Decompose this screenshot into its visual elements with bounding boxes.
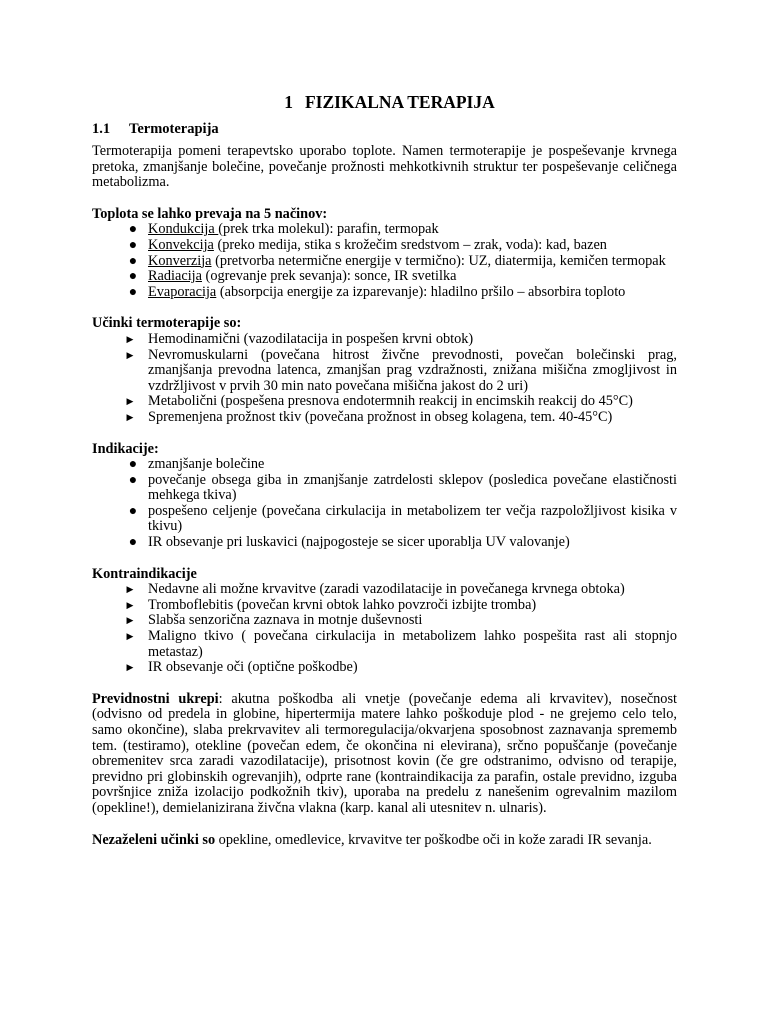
list-item-text: Tromboflebitis (povečan krvni obtok lahko povzroči izbijte tromba) [148,596,537,613]
list-item-text: IR obsevanje oči (optične poškodbe) [148,659,358,676]
list-item [92,222,677,238]
list-item-text: Maligno tkivo ( povečana cirkulacija in metabolizem lahko pospešita rast ali stopnjo metastaz) [148,628,677,660]
list-item [92,457,677,473]
arrow-bullet-icon: ▶ [126,662,134,673]
bullet-icon: ● [128,457,138,473]
chapter-number: 1 [284,92,293,112]
arrow-bullet-icon: ▶ [126,411,134,422]
term-description: (pretvorba netermične energije v termično): UZ, diatermija, kemičen termopak [211,252,666,269]
term-description: (prek trka molekul): parafin, termopak [218,221,439,238]
side-effects-label: Nezaželeni učinki so [92,831,216,848]
side-effects-text: opekline, omedlevice, krvavitve ter poškodbe oči in kože zaradi IR sevanja. [215,831,652,848]
list-item [92,254,677,270]
list-item [92,598,677,614]
list-item [92,269,677,285]
spacer [92,676,677,692]
term: Radiacija [148,268,202,285]
effects-list [92,332,677,426]
arrow-bullet-icon: ▶ [126,349,134,360]
term: Konverzija [148,252,212,269]
list-item-text: Slabša senzorična zaznava in motnje duševnosti [148,612,423,629]
list-item [92,332,677,348]
section-number: 1.1 [92,121,111,137]
precautions-text: : akutna poškodba ali vnetje (povečanje edema ali krvavitev), nosečnost (odvisno od predela in globine, hipertermija matere lahko poškoduje plod - ne grejemo celo telo, samo okončine), slaba prekrvavitev ali termoregulacija/okvarjena sposobnost zaznavanja sprememb tem. (testiramo), otekline (povečan edem, če okončina ni elevirana), srčno popuščanje (povečanje obremenitev srca zaradi vazodilatacije), prisotnost kovin (če gre odstranimo, odvisno od terapije, previdno pri globinskih ogrevanjih), odprte rane (kontraindikacija za parafin, ostale previdno, izguba površnjice zniža izolacijo podkožnih tkiv), uporaba na predelu z nanešenim ogrevalnim mazilom (opekline!), demielanizirana živčna vlakna (karp. kanal ali utesnitev n. ulnaris). [92,690,677,816]
section-title: Termoterapija [129,121,219,137]
transfer-heading: Toplota se lahko prevaja na 5 načinov: [92,205,328,222]
list-item [92,238,677,254]
contraindications-list [92,582,677,676]
arrow-bullet-icon: ▶ [126,615,134,626]
term-description: (ogrevanje prek sevanja): sonce, IR svetilka [201,268,457,285]
list-item-text: Hemodinamični (vazodilatacija in pospešen krvni obtok) [148,330,474,347]
bullet-icon: ● [128,269,138,285]
indications-heading: Indikacije: [92,440,159,457]
bullet-icon: ● [128,503,138,519]
chapter-heading [92,92,677,112]
chapter-title: FIZIKALNA TERAPIJA [304,92,495,112]
term: Konvekcija [148,236,214,253]
list-item [92,613,677,629]
bullet-icon: ● [128,237,138,253]
intro-paragraph: Termoterapija pomeni terapevtsko uporabo toplote. Namen termoterapije je pospeševanje krvnega pretoka, zmanjšanje bolečine, povečanje prožnosti mehkotkivnih struktur ter pospeševanje celičnega metabolizma. [92,143,677,191]
effects-heading: Učinki termoterapije so: [92,315,242,332]
list-item [92,410,677,426]
list-item [92,660,677,676]
list-item-text: IR obsevanje pri luskavici (najpogosteje se sicer uporablja UV valovanje) [148,534,570,551]
arrow-bullet-icon: ▶ [126,396,134,407]
spacer [92,426,677,442]
list-item-text: Nedavne ali možne krvavitve (zaradi vazodilatacije in povečanega krvnega obtoka) [148,581,625,598]
spacer [92,817,677,833]
term-description: (absorpcija energije za izparevanje): hladilno pršilo – absorbira toploto [216,283,626,300]
bullet-icon: ● [128,284,138,300]
bullet-icon: ● [128,253,138,269]
list-item-text: povečanje obsega giba in zmanjšanje zatrdelosti sklepov (posledica povečane elastičnosti mehkega tkiva) [148,471,677,504]
list-item-text: Metabolični (pospešena presnova endotermnih reakcij in encimskih reakcij do 45°C) [148,393,633,410]
list-item-text: pospešeno celjenje (povečana cirkulacija in metabolizem ter večja razpoložljivost kisika v tkivu) [148,502,677,535]
indications-list [92,457,677,551]
bullet-icon: ● [128,472,138,488]
list-item [92,535,677,551]
precautions-label: Previdnostni ukrepi [92,690,219,707]
list-item-text: zmanjšanje bolečine [148,456,265,473]
bullet-icon: ● [128,535,138,551]
contraindications-heading: Kontraindikacije [92,565,197,582]
list-item [92,629,677,660]
list-item-text: Nevromuskularni (povečana hitrost živčne prevodnosti, povečan bolečinski prag, zmanjšanja prevodna latenca, zmanjšan prag vzdražnosti, znižana mišična zmogljivost in vzdržljivost v prvih 30 min nato povečana mišična jakost do 2 uri) [148,346,677,394]
list-item [92,473,677,504]
list-item [92,504,677,535]
term: Kondukcija [148,221,219,238]
arrow-bullet-icon: ▶ [126,631,134,642]
term-description: (preko medija, stika s krožečim sredstvom – zrak, voda): kad, bazen [213,236,607,253]
list-item-text: Spremenjena prožnost tkiv (povečana prožnost in obseg kolagena, tem. 40-45°C) [148,408,613,425]
bullet-icon: ● [128,222,138,238]
precautions-paragraph [92,692,677,817]
transfer-list [92,222,677,300]
side-effects-paragraph [92,833,677,849]
list-item [92,394,677,410]
list-item [92,582,677,598]
arrow-bullet-icon: ▶ [126,584,134,595]
list-item [92,285,677,301]
list-item [92,348,677,395]
section-heading [92,121,677,138]
spacer [92,191,677,207]
arrow-bullet-icon: ▶ [126,599,134,610]
term: Evaporacija [148,283,217,300]
spacer [92,300,677,316]
document-page [92,92,677,848]
spacer [92,551,677,567]
arrow-bullet-icon: ▶ [126,333,134,344]
